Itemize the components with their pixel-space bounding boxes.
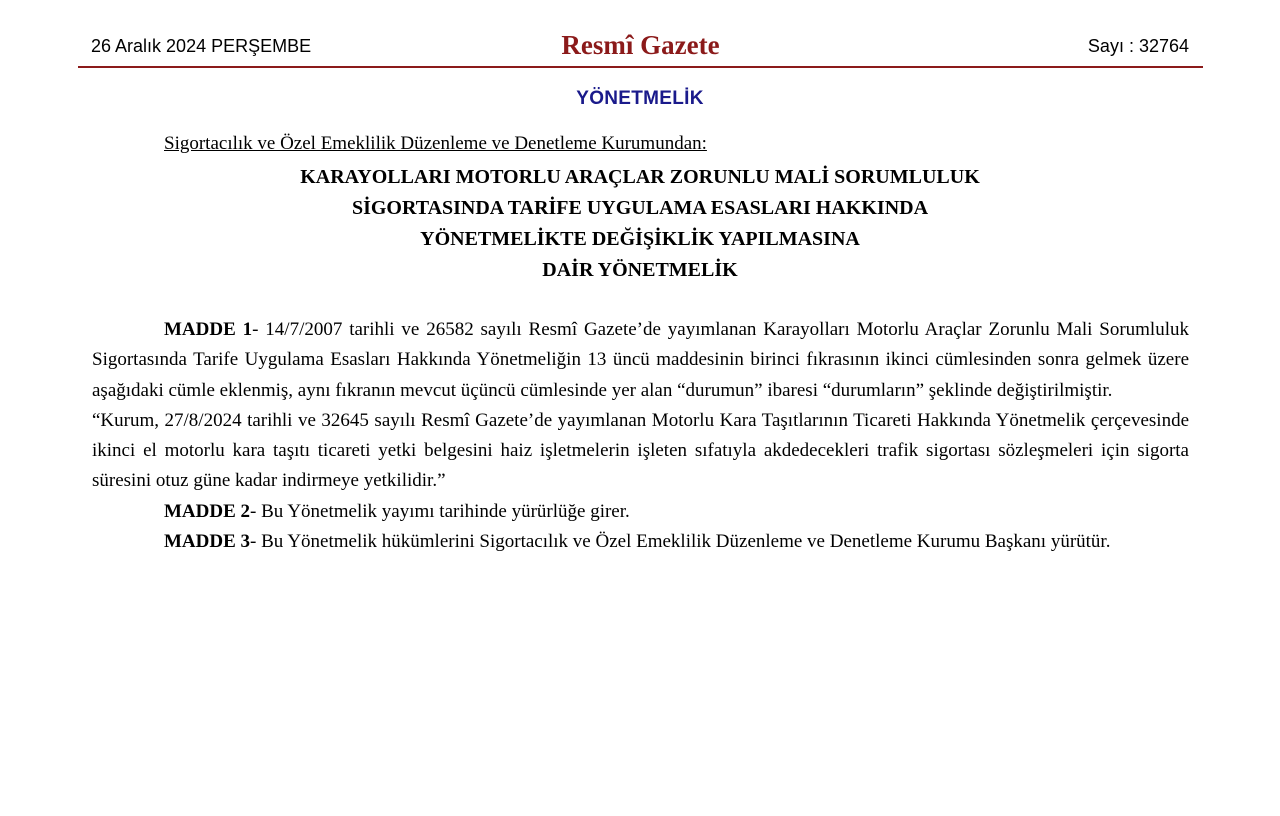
article-text: - Bu Yönetmelik hükümlerini Sigortacılık ve Özel Emeklilik Düzenleme ve Denetleme Kurumu Başkanı yürütür. (250, 531, 1111, 553)
article-text: - 14/7/2007 tarihli ve 26582 sayılı Resmî Gazete’de yayımlanan Karayolları Motorlu Araçlar Zorunlu Mali Sorumluluk Sigortasında Tarife Uygulama Esasları Hakkında Yönetmeliğin 13 üncü maddesinin birinci fıkrasının ikinci cümlesinden sonra gelmek üzere aşağıdaki cümle eklenmiş, aynı fıkranın mevcut üçüncü cümlesinde yer alan “durumun” ibaresi “durumların” şeklinde değiştirilmiştir. (92, 319, 1189, 401)
article-label: MADDE 3 (164, 531, 251, 553)
article-3 (92, 527, 1189, 557)
regulation-title-line: KARAYOLLARI MOTORLU ARAÇLAR ZORUNLU MALİ SORUMLULUK (300, 166, 980, 188)
article-2 (92, 497, 1189, 527)
regulation-title-line: DAİR YÖNETMELİK (542, 259, 738, 281)
issuing-authority: Sigortacılık ve Özel Emeklilik Düzenleme ve Denetleme Kurumundan: (164, 133, 707, 154)
issue-number: Sayı : 32764 (1087, 36, 1189, 56)
article-1 (92, 315, 1189, 406)
publication-date: 26 Aralık 2024 PERŞEMBE (91, 36, 312, 56)
article-text: - Bu Yönetmelik yayımı tarihinde yürürlüğe girer. (250, 500, 630, 522)
article-label: MADDE 2 (164, 500, 251, 522)
article-1-quote: “Kurum, 27/8/2024 tarihli ve 32645 sayılı Resmî Gazete’de yayımlanan Motorlu Kara Taşıtlarının Ticareti Hakkında Yönetmelik çerçevesinde ikinci el motorlu kara taşıtı ticareti yetki belgesini haiz işletmelerin işleten sıfatıyla akdedecekleri trafik sigortası sözleşmeleri için sigorta süresini otuz güne kadar indirmeye yetkilidir.” (92, 409, 1189, 492)
gazette-title: Resmî Gazete (561, 30, 720, 60)
regulation-title (0, 162, 1280, 286)
regulation-title-line: SİGORTASINDA TARİFE UYGULAMA ESASLARI HAKKINDA (351, 197, 929, 219)
section-heading: YÖNETMELİK (576, 88, 704, 109)
regulation-body (92, 315, 1189, 557)
article-label: MADDE 1 (164, 319, 253, 340)
regulation-title-line: YÖNETMELİKTE DEĞİŞİKLİK YAPILMASINA (420, 228, 860, 250)
gazette-header (78, 24, 1203, 68)
